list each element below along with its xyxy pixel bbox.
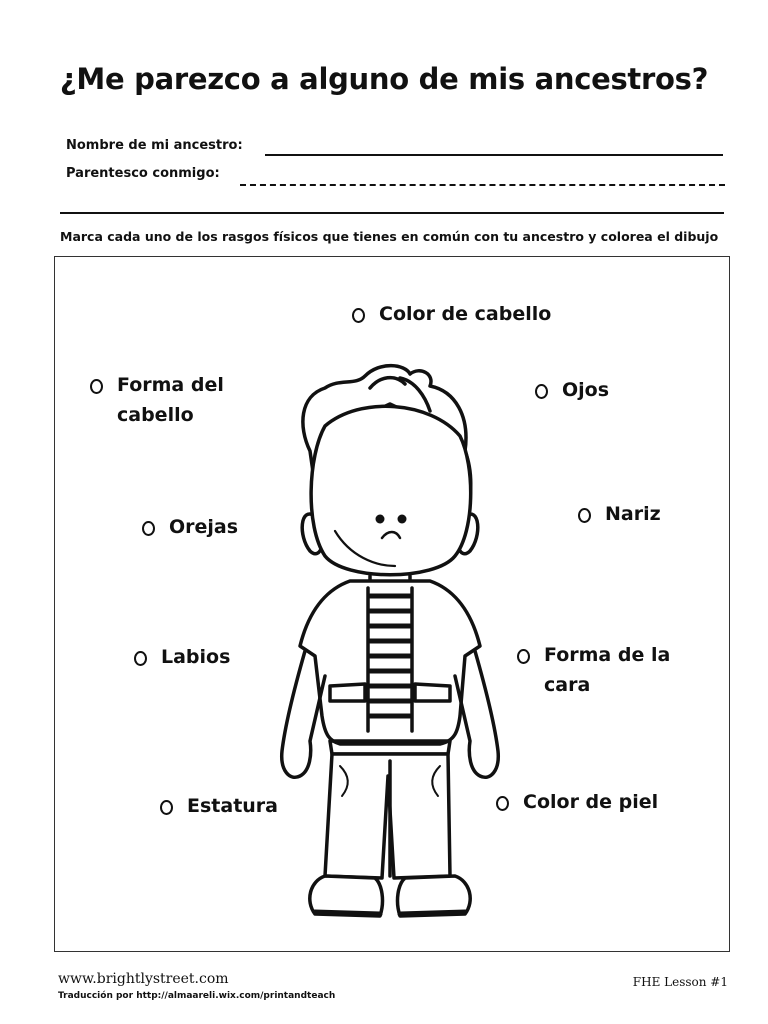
trait-label: Forma de la cara bbox=[544, 644, 671, 696]
trait-label: Color de piel bbox=[523, 791, 659, 813]
extra-line[interactable] bbox=[60, 212, 724, 214]
trait-ears[interactable] bbox=[142, 512, 238, 542]
footer-translation-credit: Traducción por http://almaareli.wix.com/printandteach bbox=[58, 991, 336, 1001]
pants bbox=[325, 754, 450, 878]
checkbox-circle[interactable] bbox=[134, 651, 147, 666]
footer-lesson: FHE Lesson #1 bbox=[632, 975, 728, 989]
trait-skin-color[interactable] bbox=[496, 787, 658, 817]
checkbox-circle[interactable] bbox=[142, 521, 155, 536]
face bbox=[311, 406, 471, 574]
page-title: ¿Me parezco a alguno de mis ancestros? bbox=[59, 62, 709, 96]
trait-height[interactable] bbox=[160, 791, 278, 821]
trait-face-shape[interactable] bbox=[517, 640, 670, 700]
trait-hair-color[interactable] bbox=[352, 299, 551, 329]
trait-label: Nariz bbox=[605, 503, 661, 525]
ancestor-name-label: Nombre de mi ancestro: bbox=[66, 138, 243, 153]
checkbox-circle[interactable] bbox=[160, 800, 173, 815]
footer-website: www.brightlystreet.com bbox=[58, 971, 229, 987]
trait-nose[interactable] bbox=[578, 499, 661, 529]
checkbox-circle[interactable] bbox=[517, 649, 530, 664]
trait-label: Estatura bbox=[187, 795, 278, 817]
trait-lips[interactable] bbox=[134, 642, 230, 672]
trait-label: Ojos bbox=[562, 379, 610, 401]
relationship-label: Parentesco conmigo: bbox=[66, 166, 220, 181]
vest bbox=[300, 581, 480, 744]
trait-eyes[interactable] bbox=[535, 375, 609, 405]
trait-hair-shape[interactable] bbox=[90, 370, 224, 430]
checkbox-circle[interactable] bbox=[578, 508, 591, 523]
boy-coloring-figure bbox=[270, 356, 510, 931]
trait-label: Color de cabello bbox=[379, 303, 552, 325]
ancestor-name-line[interactable] bbox=[265, 154, 723, 156]
checkbox-circle[interactable] bbox=[90, 379, 103, 394]
checkbox-circle[interactable] bbox=[352, 308, 365, 323]
trait-label: Forma del cabello bbox=[117, 374, 224, 426]
checkbox-circle[interactable] bbox=[535, 384, 548, 399]
trait-label: Orejas bbox=[169, 516, 239, 538]
relationship-line[interactable] bbox=[240, 184, 725, 186]
instruction-text: Marca cada uno de los rasgos físicos que tienes en común con tu ancestro y colorea el dibujo bbox=[60, 229, 719, 244]
trait-label: Labios bbox=[161, 646, 231, 668]
